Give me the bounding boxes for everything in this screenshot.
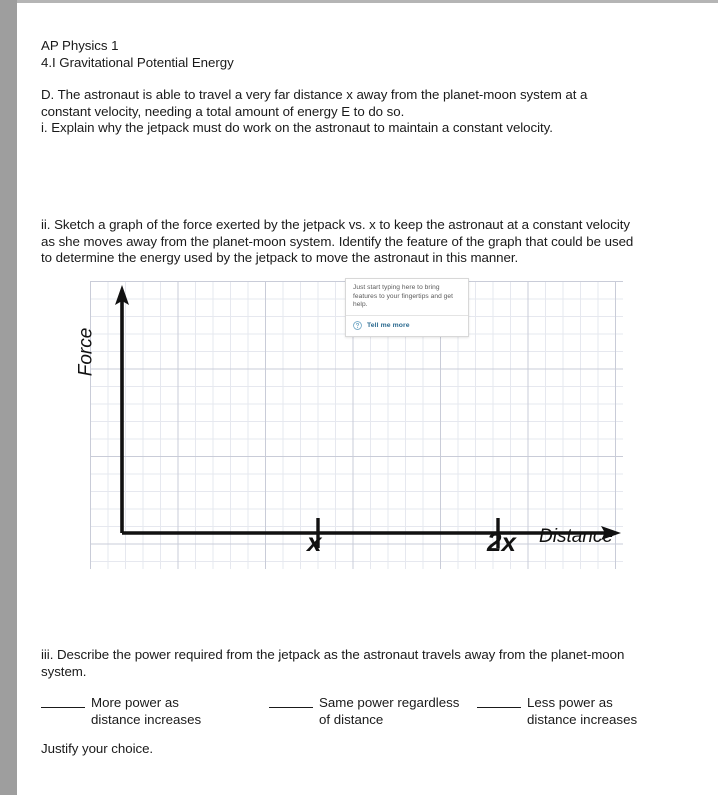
answer-choice-less-power-label — [527, 695, 637, 728]
page-title — [41, 38, 661, 71]
x-tick-label-x: x — [307, 527, 322, 557]
part-ii-line-1: ii. Sketch a graph of the force exerted by the jetpack vs. x to keep the astronaut at a constant velocity — [41, 217, 631, 232]
unit-title: 4.I Gravitational Potential Energy — [41, 54, 234, 70]
tell-me-callout[interactable] — [345, 278, 469, 337]
tell-me-callout-body: Just start typing here to bring features to your fingertips and get help. — [353, 284, 453, 309]
answer-choice-more-power[interactable] — [41, 695, 269, 728]
tell-me-more-link[interactable] — [346, 316, 468, 336]
answer-choices — [41, 695, 691, 728]
part-ii-line-3: to determine the energy used by the jetpack to move the astronaut in this manner. — [41, 250, 519, 266]
tell-me-more-label: Tell me more — [367, 321, 410, 329]
answer-choice-less-power-line-2: distance increases — [527, 711, 638, 727]
answer-blank-same-power[interactable] — [269, 695, 313, 708]
y-axis-label: Force — [75, 327, 97, 377]
course-title: AP Physics 1 — [41, 38, 119, 53]
answer-blank-less-power[interactable] — [477, 695, 521, 708]
part-d-line-1: D. The astronaut is able to travel a very far distance x away from the planet-moon system at a — [41, 87, 588, 102]
answer-choice-more-power-label — [91, 695, 201, 728]
x-axis-label: Distance — [539, 526, 613, 547]
part-iii-line-2: system. — [41, 663, 87, 679]
answer-choice-more-power-line-1: More power as — [91, 695, 179, 710]
x-tick-label-2x: 2x — [487, 527, 516, 557]
justify-prompt-text: Justify your choice. — [41, 741, 154, 756]
question-part-d — [41, 87, 656, 137]
answer-choice-same-power[interactable] — [269, 695, 477, 728]
answer-choice-less-power-line-1: Less power as — [527, 695, 613, 710]
part-iii-line-1: iii. Describe the power required from the jetpack as the astronaut travels away from the planet-moon — [41, 647, 625, 662]
answer-choice-same-power-line-2: of distance — [319, 711, 384, 727]
justify-prompt — [41, 741, 441, 758]
answer-choice-same-power-label — [319, 695, 459, 728]
question-part-ii — [41, 217, 686, 267]
answer-blank-more-power[interactable] — [41, 695, 85, 708]
part-ii-line-2: as she moves away from the planet-moon system. Identify the feature of the graph that could be used — [41, 233, 634, 249]
question-part-iii — [41, 647, 686, 680]
part-d-line-3: i. Explain why the jetpack must do work on the astronaut to maintain a constant velocity. — [41, 120, 553, 136]
part-d-line-2: constant velocity, needing a total amount of energy E to do so. — [41, 103, 405, 119]
page-left-gutter — [0, 0, 17, 795]
help-circle-icon — [353, 321, 362, 330]
answer-choice-more-power-line-2: distance increases — [91, 711, 202, 727]
answer-choice-same-power-line-1: Same power regardless — [319, 695, 460, 710]
answer-choice-less-power[interactable] — [477, 695, 677, 728]
